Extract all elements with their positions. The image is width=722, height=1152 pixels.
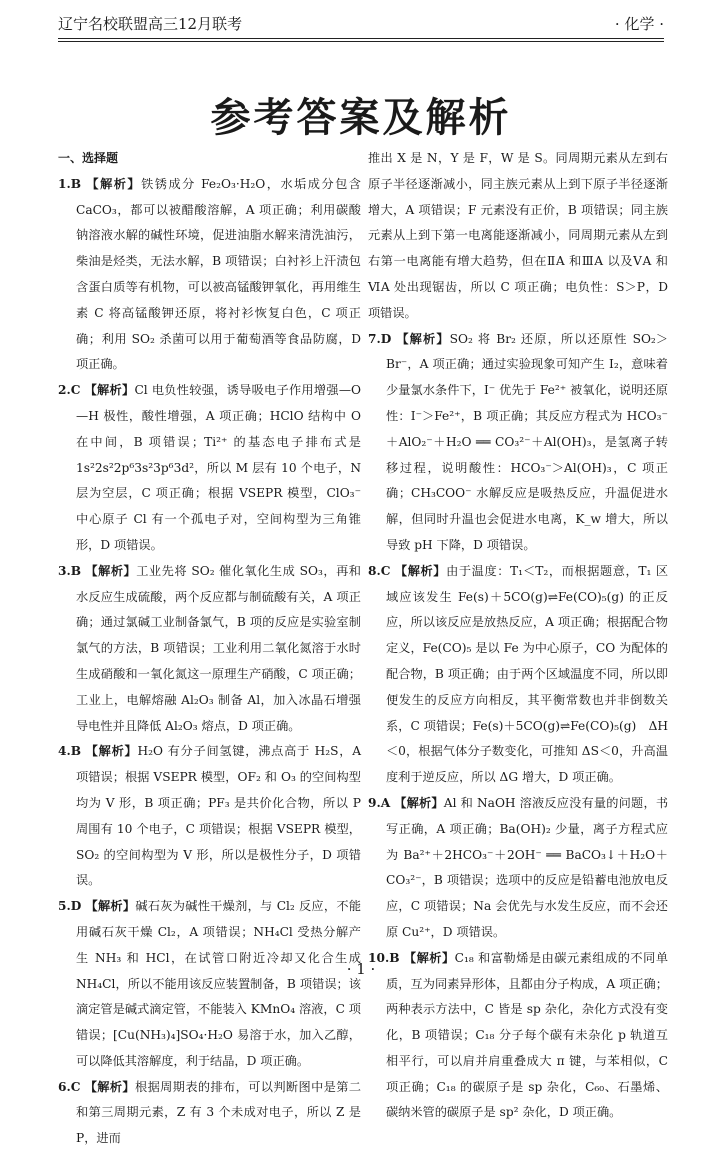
answer-number: 5.D: [58, 899, 82, 914]
answer-text: H₂O 有分子间氢键，沸点高于 H₂S，A 项错误；根据 VSEPR 模型，OF₂ 和 O₃ 的空间构型均为 V 形，B 项正确；PF₃ 是共价化合物，所以 P 周围有 10 个电子，C 项错误；根据 VSEPR 模型，SO₂ 的空间构型为 V 形，所以是极性分子，D 项错误。: [76, 744, 362, 888]
answer-item: [58, 739, 361, 894]
header-rule: [58, 38, 664, 39]
answer-item: [58, 559, 361, 740]
analysis-tag: 【解析】: [85, 563, 137, 578]
right-column: [368, 146, 668, 1126]
answer-number: 1.B: [58, 176, 82, 191]
left-column: [58, 146, 361, 1152]
exam-title: 辽宁名校联盟高三12月联考: [58, 15, 243, 33]
answer-text: 工业先将 SO₂ 催化氧化生成 SO₃，再和水反应生成硫酸，两个反应都与制硫酸有关，A 项正确；通过氯碱工业制备氯气，B 项的反应是实验室制氯气的方法，B 项错误；工业利用二氧化氮溶于水时生成硝酸和一氧化氮这一原理生产硝酸，C 项正确；工业上，电解熔融 Al₂O₃ 制备 Al，加入冰晶石增强导电性并且降低 Al₂O₃ 熔点，D 项正确。: [76, 563, 361, 733]
answer-text: 推出 X 是 N，Y 是 F，W 是 S。同周期元素从左到右原子半径逐渐减小，同主族元素从上到下原子半径逐渐增大，A 项错误；F 元素没有正价，B 项错误；同主族元素从上到下第一电离能逐渐减小，同周期元素从左到右第一电离能有增大趋势，但在ⅡA 和ⅢA 以及ⅤA 和ⅥA 处出现锯齿，所以 C 项正确；电负性：S＞P，D 项错误。: [368, 151, 668, 320]
analysis-tag: 【解析】: [85, 899, 136, 914]
answer-number: 9.A: [368, 795, 391, 810]
answer-text: SO₂ 将 Br₂ 还原，所以还原性 SO₂＞Br⁻，A 项正确；通过实验现象可知产生 I₂，意味着少量氯水条件下，I⁻ 优先于 Fe²⁺ 被氧化，说明还原性：I⁻＞Fe²⁺，B 项正确；其反应方程式为 HCO₃⁻＋AlO₂⁻＋H₂O ══ CO₃²⁻＋Al(OH)₃，是氢离子转移过程，说明酸性：HCO₃⁻＞Al(OH)₃，C 项正确；CH₃COO⁻ 水解反应是吸热反应，升温促进水解，但同时升温也会促进水电离，K_w 增大，所以导致 pH 下降，D 项错误。: [386, 331, 669, 552]
analysis-tag: 【解析】: [84, 1079, 136, 1094]
analysis-tag: 【解析】: [396, 331, 450, 346]
page-title: 参考答案及解析: [210, 95, 512, 141]
answer-item: [368, 559, 668, 791]
answer-item: [368, 327, 668, 559]
answer-item: [368, 791, 668, 946]
answer-number: 10.B: [368, 950, 400, 965]
analysis-tag: 【解析】: [394, 795, 444, 810]
answer-number: 8.C: [368, 563, 391, 578]
analysis-tag: 【解析】: [86, 176, 142, 191]
analysis-tag: 【解析】: [403, 950, 455, 965]
answer-item: [58, 894, 361, 1075]
answer-item: [58, 378, 361, 559]
answer-text: C₁₈ 和富勒烯是由碳元素组成的不同单质，互为同素异形体，且都由分子构成，A 项正确；两种表示方法中，C 皆是 sp 杂化，杂化方式没有变化，B 项错误；C₁₈ 分子每个碳有未杂化 p 轨道互相平行，可以肩并肩重叠成大 π 键，与苯相似，C 项正确；C₁₈ 的碳原子是 sp 杂化，C₆₀、石墨烯、碳纳米管的碳原子是 sp² 杂化，D 项正确。: [386, 950, 669, 1120]
answer-number: 7.D: [368, 331, 392, 346]
answer-number: 6.C: [58, 1079, 81, 1094]
answer-item: [58, 1075, 361, 1152]
answer-text: 铁锈成分 Fe₂O₃·H₂O，水垢成分包含 CaCO₃，都可以被醋酸溶解，A 项正确；利用碳酸钠溶液水解的碱性环境，促进油脂水解来清洗油污，柴油是烃类，无法水解，B 项错误；白衬衫上汗渍包含蛋白质等有机物，可以被高锰酸钾氧化，再用维生素 C 将高锰酸钾还原，将衬衫恢复白色，C 项正确；利用 SO₂ 杀菌可以用于葡萄酒等食品防腐，D 项正确。: [76, 176, 361, 372]
answer-text: 根据周期表的排布，可以判断图中是第二和第三周期元素，Z 有 3 个未成对电子，所以 Z 是 P，进而: [76, 1079, 362, 1146]
answer-text: 碱石灰为碱性干燥剂，与 Cl₂ 反应，不能用碱石灰干燥 Cl₂，A 项错误；NH₄Cl 受热分解产生 NH₃ 和 HCl，在试管口附近冷却又化合生成 NH₄Cl，所以不能用该反应装置制备，B 项错误；该滴定管是碱式滴定管，不能装入 KMnO₄ 溶液，C 项错误；[Cu(NH₃)₄]SO₄·H₂O 易溶于水，加入乙醇，可以降低其溶解度，利于结晶，D 项正确。: [76, 899, 362, 1068]
analysis-tag: 【解析】: [85, 744, 138, 759]
answer-text: Al 和 NaOH 溶液反应没有量的问题，书写正确，A 项正确；Ba(OH)₂ 少量，离子方程式应为 Ba²⁺＋2HCO₃⁻＋2OH⁻ ══ BaCO₃↓＋H₂O＋CO₃²⁻，B 项错误；选项中的反应是铅蓄电池放电反应，C 项错误；Na 会优先与水发生反应，而不会还原 Cu²⁺，D 项错误。: [386, 795, 669, 939]
subject-label: · 化学 ·: [614, 15, 664, 33]
page-header: [58, 8, 664, 34]
answer-number: 2.C: [58, 383, 81, 398]
analysis-tag: 【解析】: [84, 383, 135, 398]
header-rule-thin: [58, 41, 664, 42]
answer-item: [368, 146, 668, 327]
answer-number: 4.B: [58, 744, 82, 759]
analysis-tag: 【解析】: [394, 563, 447, 578]
answer-text: Cl 电负性较强，诱导吸电子作用增强—O—H 极性，酸性增强，A 项正确；HClO 结构中 O 在中间，B 项错误；Ti²⁺ 的基态电子排布式是 1s²2s²2p⁶3s²3p⁶3d²，所以 M 层有 10 个电子，N 层为空层，C 项正确；根据 VSEPR 模型，ClO₃⁻ 中心原子 Cl 有一个孤电子对，空间构型为三角锥形，D 项错误。: [76, 383, 362, 552]
page-number: · 1 ·: [346, 960, 376, 978]
answer-number: 3.B: [58, 563, 82, 578]
section-heading: 一、选择题: [58, 151, 119, 165]
answer-item: [58, 172, 361, 378]
answer-text: 由于温度：T₁＜T₂，而根据题意，T₁ 区域应该发生 Fe(s)＋5CO(g)⇌Fe(CO)₅(g) 的正反应，所以该反应是放热反应，A 项正确；根据配合物定义，Fe(CO)₅ 是以 Fe 为中心原子，CO 为配体的配合物，B 项正确；由于两个区域温度不同，所以即便发生的反应方向相反，其平衡常数也并非倒数关系，C 项错误；Fe(s)＋5CO(g)⇌Fe(CO)₅(g) ΔH＜0，根据气体分子数变化，可推知 ΔS＜0，升高温度利于逆反应，所以 ΔG 增大，D 项正确。: [386, 563, 669, 785]
